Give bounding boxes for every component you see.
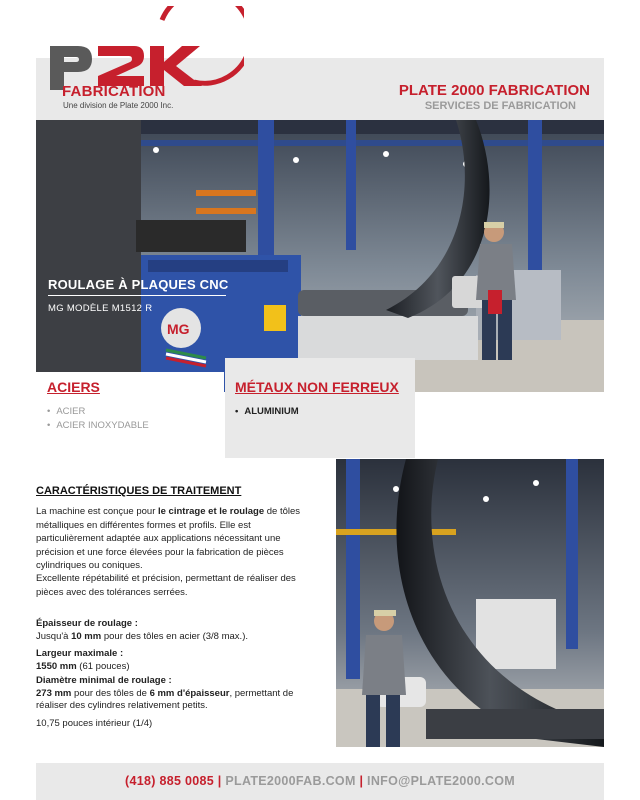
steel-list xyxy=(47,406,149,431)
nonferrous-heading: MÉTAUX NON FERREUX xyxy=(235,379,399,395)
factory-scene-illustration xyxy=(36,120,604,392)
footer-separator: | xyxy=(359,774,364,788)
logo-subtitle: Une division de Plate 2000 Inc. xyxy=(63,101,174,110)
spec-diameter-inch: 10,75 pouces intérieur (1/4) xyxy=(36,717,153,729)
hero-model: MG MODÈLE M1512 R xyxy=(48,303,153,314)
hero-photo xyxy=(36,120,604,392)
hero-divider xyxy=(48,295,226,296)
footer-website-link[interactable]: PLATE2000FAB.COM xyxy=(225,774,356,788)
characteristics-paragraph-1: La machine est conçue pour le cintrage et le roulage de tôles métalliques en différentes formes et profils. Elle est particulièrement adaptée aux applications nécessitant une précision et une force élevées pour la fabrication de pièces cylindriques ou coniques. xyxy=(36,506,301,571)
steel-section xyxy=(47,379,149,434)
spec-width: Largeur maximale : 1550 mm (61 pouces) xyxy=(36,648,130,672)
steel-heading: ACIERS xyxy=(47,379,100,395)
company-tagline: SERVICES DE FABRICATION xyxy=(424,100,576,112)
footer-phone[interactable]: (418) 885 0085 xyxy=(125,774,214,788)
characteristics-title: CARACTÉRISTIQUES DE TRAITEMENT xyxy=(36,485,242,497)
hero-title: ROULAGE À PLAQUES CNC xyxy=(48,277,229,292)
company-name: PLATE 2000 FABRICATION xyxy=(398,82,590,99)
steel-item: • ACIER xyxy=(47,406,149,417)
steel-item: • ACIER INOXYDABLE xyxy=(47,420,149,431)
side-photo xyxy=(336,459,604,747)
spec-thickness: Épaisseur de roulage : Jusqu'à 10 mm pour des tôles en acier (3/8 max.). xyxy=(36,618,248,642)
svg-text:MG: MG xyxy=(167,321,190,337)
logo-fabrication-text: FABRICATION xyxy=(62,83,166,100)
nonferrous-item: • ALUMINIUM xyxy=(235,406,399,417)
footer-separator: | xyxy=(217,774,222,788)
nonferrous-list xyxy=(235,406,399,417)
footer-contact xyxy=(36,774,604,788)
footer-email-link[interactable]: INFO@PLATE2000.COM xyxy=(367,774,515,788)
nonferrous-section xyxy=(235,379,399,420)
spec-diameter: Diamètre minimal de roulage : 273 mm pour des tôles de 6 mm d'épaisseur, permettant de réaliser des cylindres relativement petits. 10,75 pouces intérieur (1/4) xyxy=(36,675,316,730)
rolling-worker-illustration xyxy=(336,459,604,747)
characteristics-paragraph-2: Excellente répétabilité et précision, permettant de réaliser des pièces avec des tolérances serrées. xyxy=(36,573,296,598)
